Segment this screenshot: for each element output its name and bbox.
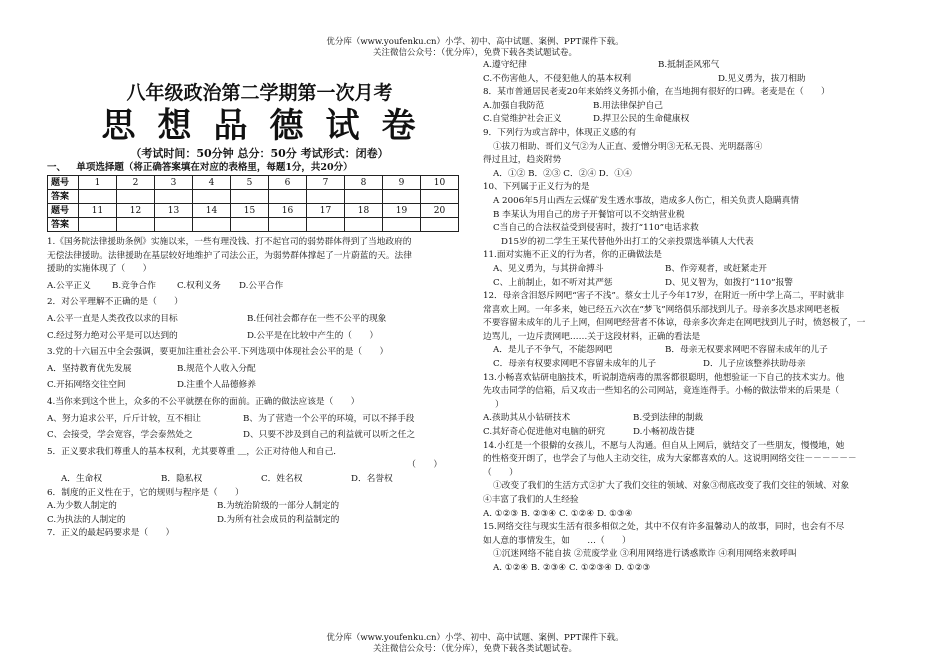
option-row — [47, 514, 472, 528]
option: A、见义勇为，与其拼命搏斗 — [493, 263, 604, 274]
question-4 — [47, 396, 472, 443]
section-heading — [47, 161, 472, 174]
exam-subtitle: 思想品德试卷 — [101, 106, 438, 146]
option: C.不伤害他人，不侵犯他人的基本权利 — [483, 73, 632, 84]
option: C当自己的合法权益受到侵害时，拨打“110”电话求救 — [493, 223, 699, 234]
table-cell: 14 — [193, 204, 231, 218]
option: A 2006年5月山西左云煤矿发生透水事故，造成多人伤亡，相关负责人隐瞒真情 — [493, 195, 799, 206]
option: A．生命权 — [61, 473, 103, 484]
option-row — [47, 379, 472, 393]
question-text: 12．母亲含泪怒斥网吧“害子不浅”。蔡女士儿子今年17岁，在附近一所中学上高二，平时就非 — [483, 291, 845, 302]
question-9 — [483, 127, 915, 181]
option-row — [47, 473, 472, 487]
option-row — [483, 263, 915, 277]
question-text: 得过且过，趋炎附势 — [483, 155, 562, 166]
option: C、会接受，学会宽容，学会泰然处之 — [47, 430, 193, 441]
option: C.为执法的人制定的 — [47, 514, 126, 525]
option: ④丰富了我们的人生经验 — [483, 495, 579, 505]
table-cell: 5 — [231, 176, 269, 190]
option-row — [483, 277, 915, 291]
question-1 — [47, 236, 472, 293]
answer-cell[interactable] — [307, 190, 345, 204]
question-11 — [483, 249, 915, 290]
option: D．名誉权 — [351, 473, 393, 484]
option-row — [483, 426, 915, 440]
option: B.用法律保护自己 — [593, 100, 663, 111]
table-cell: 2 — [117, 176, 155, 190]
question-text: 10、下列属于正义行为的是 — [483, 182, 590, 193]
option: D、见义智为，如拨打“110”报警 — [665, 277, 793, 288]
option: D.公平是在比较中产生的（ ） — [247, 330, 379, 341]
table-cell: 1 — [79, 176, 117, 190]
table-label-answer: 答案 — [48, 190, 79, 204]
option: B、作旁观者，或赶紧走开 — [665, 263, 767, 274]
exam-title: 八年级政治第二学期第一次月考 — [126, 82, 393, 104]
question-text: 9．下列行为或言辞中，体现正义感的有 — [483, 127, 637, 138]
option-row: ①沉迷网络不能自拔 ②荒废学业 ③利用网络进行诱惑欺诈 ④利用网络来救呼叫 — [493, 549, 797, 560]
header-line-1: 优分库（www.youfenku.cn）小学、初中、高中试题、案例、PPT课件下载。 — [326, 37, 624, 47]
question-text: （ ） — [483, 467, 518, 478]
question-text: 3.党的十六届五中全会强调，要更加注重社会公平.下列选项中体现社会公平的是（ ） — [47, 347, 389, 358]
question-text: ①拔刀相助、哥们义气②为人正直、爱憎分明③无私无畏、光明磊落④ — [493, 141, 763, 152]
table-cell: 19 — [383, 204, 421, 218]
question-7: 7．正义的最起码要求是（ ） — [47, 528, 175, 539]
option: B.受到法律的制裁 — [633, 413, 703, 424]
page-footer — [0, 633, 950, 655]
option: C、上前制止，如不听对其严惩 — [493, 277, 613, 288]
option: A.公平正义 — [47, 280, 91, 291]
option: C.开拓网络交往空间 — [47, 380, 126, 391]
option: D．儿子应该整养扶助母亲 — [703, 359, 806, 370]
table-cell: 9 — [383, 176, 421, 190]
answer-cell[interactable] — [79, 218, 117, 232]
question-2 — [47, 296, 472, 343]
table-label-question: 题号 — [48, 204, 79, 218]
option: D.见义勇为，拔刀相助 — [718, 73, 806, 84]
table-cell: 8 — [345, 176, 383, 190]
option: C.其好奇心促进他对电脑的研究 — [483, 427, 606, 438]
option-row: A. ①②④ B. ②③④ C. ①②③④ D. ①②③ — [493, 562, 651, 573]
option: A、努力追求公平，斤斤计较，互不相让 — [47, 413, 201, 424]
table-label-answer: 答案 — [48, 218, 79, 232]
option: B．隐私权 — [161, 473, 203, 484]
option: A.加强自我防范 — [483, 100, 545, 111]
answer-cell[interactable] — [117, 190, 155, 204]
question-text: 4.当你来到这个世上，众多的不公平就摆在你的面前。正确的做法应该是（ ） — [47, 396, 360, 407]
option: A.遵守纪律 — [483, 60, 527, 70]
option: A.孩助其从小钻研技术 — [483, 413, 571, 424]
option-row — [483, 412, 915, 426]
table-row — [48, 176, 459, 190]
question-text: 1.《国务院法律援助条例》实施以来，一些有理没钱、打不起官司的弱势群体得到了当地政府的 — [47, 237, 412, 247]
option: B.为统治阶级的一部分人制定的 — [217, 501, 340, 512]
option: D、只要不涉及到自己的利益就可以听之任之 — [243, 430, 416, 441]
table-cell: 6 — [269, 176, 307, 190]
option: D.注重个人品德修养 — [177, 380, 256, 391]
option: B、为了营造一个公平的环境，可以不择手段 — [243, 413, 415, 424]
left-column — [47, 58, 472, 541]
exam-info: （考试时间：50分钟 总分：50分 考试形式：闭卷） — [130, 147, 389, 160]
header-line-2: 关注微信公众号：（优分库），免费下载各类试题试卷。 — [372, 48, 577, 58]
option: A.公平一直是人类孜孜以求的目标 — [47, 313, 178, 324]
table-cell: 16 — [269, 204, 307, 218]
question-6 — [47, 487, 472, 528]
table-cell: 7 — [307, 176, 345, 190]
table-cell: 17 — [307, 204, 345, 218]
question-3 — [47, 346, 472, 393]
option-row — [483, 73, 915, 87]
table-row — [48, 218, 459, 232]
option: D.为所有社会成员的利益制定的 — [217, 514, 340, 525]
option-row — [47, 330, 472, 344]
option: B.规范个人收入分配 — [177, 363, 256, 374]
answer-cell[interactable] — [79, 190, 117, 204]
answer-cell[interactable] — [421, 218, 459, 232]
option: C.自觉维护社会正义 — [483, 114, 562, 125]
table-label-question: 题号 — [48, 176, 79, 190]
table-cell: 18 — [345, 204, 383, 218]
question-13 — [483, 372, 915, 440]
option-row — [483, 100, 915, 114]
option: C.权利义务 — [177, 280, 221, 291]
question-text: ） — [495, 399, 504, 410]
question-text: 15.网络交往与现实生活有很多相似之处，其中不仅有许多温馨动人的故事，同时，也会有不尽 — [483, 522, 845, 533]
table-cell: 10 — [421, 176, 459, 190]
option: D15岁的初二学生王某代替他外出打工的父亲投票选举镇人大代表 — [501, 236, 754, 247]
question-text: 的性格变开朗了，也学会了与他人主动交往，成为大家都喜欢的人。这说明网络交往－－－－－－ — [483, 454, 857, 465]
option-row: A．①② B．②③ C．②④ D．①④ — [493, 168, 632, 179]
table-cell: 20 — [421, 204, 459, 218]
table-cell: 3 — [155, 176, 193, 190]
question-text: 6．制度的正义性在于，它的规则与程序是（ ） — [47, 487, 244, 498]
option-row: A. ①②③ B. ②③④ C. ①②④ D. ①③④ — [483, 508, 633, 519]
question-text: 先攻击同学的信箱，后又攻击一些知名的公司网站，竟连连得手。小畅的做法带来的后果是（ — [483, 386, 840, 397]
option: B.竞争合作 — [112, 280, 156, 291]
question-12 — [483, 290, 915, 372]
option: B．母亲无权要求网吧不容留未成年的儿子 — [665, 345, 828, 356]
answer-cell[interactable] — [155, 190, 193, 204]
table-cell: 4 — [193, 176, 231, 190]
question-text: 援助的实施体现了（ ） — [47, 264, 152, 275]
answer-cell[interactable] — [345, 218, 383, 232]
option-row — [483, 59, 915, 73]
question-text: 14.小红是一个很僻的女孩儿，不愿与人沟通。但自从上网后，就结交了一些朋友，慢慢地，她 — [483, 440, 845, 451]
question-text: 8．某市普通居民老麦20年来始终义务抓小偷，在当地拥有很好的口碑。老麦是在（ ） — [483, 87, 830, 98]
question-10 — [483, 181, 915, 249]
question-text: （ ） — [407, 460, 442, 471]
question-text: 如人意的事情发生，如 …（ ） — [483, 535, 631, 546]
option-row — [47, 429, 472, 443]
table-row — [48, 204, 459, 218]
footer-line-1: 优分库（www.youfenku.cn）小学、初中、高中试题、案例、PPT课件下载。 — [326, 633, 624, 643]
option: B 李某认为用自己的房子开餐馆可以不交纳营业税 — [493, 209, 685, 220]
question-text: 无偿法律援助。法律援助在基层较好地维护了司法公正，为弱势群体撑起了一片蔚蓝的天。法律 — [47, 250, 412, 261]
section-number: 一、 — [47, 162, 67, 173]
section-title: 单项选择题（将正确答案填在对应的表格里，每题1分，共20分） — [76, 162, 353, 173]
answer-cell[interactable] — [193, 218, 231, 232]
table-cell: 13 — [155, 204, 193, 218]
right-column — [483, 59, 915, 576]
option: D.捍卫公民的生命健康权 — [593, 114, 690, 125]
option: B.任何社会都存在一些不公平的现象 — [247, 313, 387, 324]
option-row — [483, 344, 915, 358]
option: A.为少数人制定的 — [47, 501, 117, 512]
answer-table — [47, 175, 459, 232]
option-row — [47, 500, 472, 514]
option: C．母亲有权要求网吧不容留未成年的儿子 — [493, 359, 657, 370]
option-row — [47, 363, 472, 377]
page-header — [0, 37, 950, 59]
answer-cell[interactable] — [155, 218, 193, 232]
table-row — [48, 190, 459, 204]
question-text: 13.小畅喜欢钻研电脑技术，听说制造病毒的黑客都很聪明，他想验证一下自己的技术实力。他 — [483, 372, 845, 383]
question-text: 边骂儿，一边斥责网吧……关于这段材料，正确的看法是 — [483, 331, 701, 342]
table-cell: 12 — [117, 204, 155, 218]
answer-cell[interactable] — [383, 190, 421, 204]
question-text: 2．对公平理解不正确的是（ ） — [47, 297, 183, 308]
table-cell: 11 — [79, 204, 117, 218]
question-15 — [483, 521, 915, 575]
footer-line-2: 关注微信公众号：（优分库），免费下载各类试题试卷。 — [372, 644, 577, 654]
option-row — [47, 313, 472, 327]
question-text: 11.面对实施不正义的行为者，你的正确做法是 — [483, 250, 662, 261]
question-5 — [47, 446, 472, 487]
question-14 — [483, 440, 915, 522]
option-row — [47, 280, 472, 294]
option: D.小畅初战告捷 — [633, 427, 695, 438]
answer-cell[interactable] — [269, 190, 307, 204]
option: B.抵制歪风邪气 — [658, 60, 720, 70]
option: A．坚持教育优先发展 — [47, 363, 132, 374]
answer-cell[interactable] — [345, 190, 383, 204]
option: ①改变了我们的生活方式②扩大了我们交往的领域、对象③彻底改变了我们交往的领域、对象 — [493, 481, 850, 492]
answer-cell[interactable] — [231, 218, 269, 232]
question-text: 5．正义要求我们尊重人的基本权利，尤其要尊重 ＿，公正对待他人和自己． — [47, 446, 342, 457]
question-text: 不要容留未成年的儿子上网，但网吧经营者不体谅，母亲多次奔走在网吧找到儿子时，愤怒极了，一 — [483, 318, 866, 329]
answer-cell[interactable] — [117, 218, 155, 232]
option: C.经过努力绝对公平是可以达到的 — [47, 330, 178, 341]
question-8 — [483, 86, 915, 127]
answer-cell[interactable] — [269, 218, 307, 232]
table-cell: 15 — [231, 204, 269, 218]
answer-cell[interactable] — [193, 190, 231, 204]
question-text: 常喜欢上网。一年多来，她已经五六次在“梦飞”网络俱乐部找到儿子。母亲多次恳求网吧老板 — [483, 304, 840, 315]
answer-cell[interactable] — [307, 218, 345, 232]
option-row — [483, 358, 915, 372]
answer-cell[interactable] — [421, 190, 459, 204]
option-row — [47, 413, 472, 427]
answer-cell[interactable] — [383, 218, 421, 232]
answer-cell[interactable] — [231, 190, 269, 204]
option: D.公平合作 — [239, 280, 284, 291]
option-row — [483, 113, 915, 127]
option: C．姓名权 — [261, 473, 303, 484]
option: A．是儿子不争气，不能怨网吧 — [493, 345, 613, 356]
